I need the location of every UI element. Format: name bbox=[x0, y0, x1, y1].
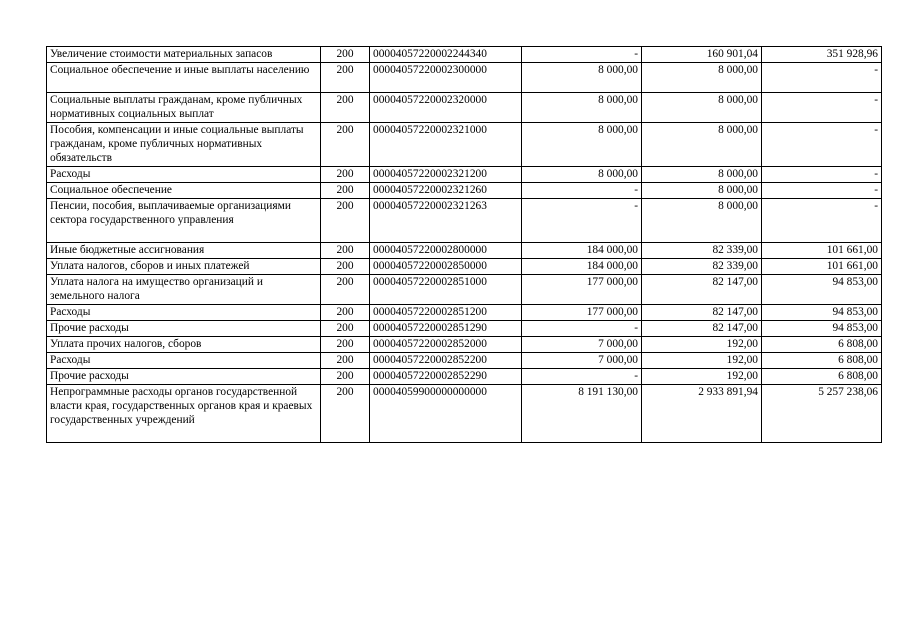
cell-unexecuted: 94 853,00 bbox=[762, 275, 882, 305]
table-row bbox=[47, 167, 882, 183]
cell-unexecuted: 5 257 238,06 bbox=[762, 385, 882, 443]
table-row bbox=[47, 47, 882, 63]
cell-approved: - bbox=[522, 369, 642, 385]
cell-indicator-name: Социальное обеспечение bbox=[47, 183, 321, 199]
cell-unexecuted: 6 808,00 bbox=[762, 369, 882, 385]
table-row bbox=[47, 305, 882, 321]
table-row bbox=[47, 183, 882, 199]
cell-budget-code: 00004057220002300000 bbox=[370, 63, 522, 93]
table-row bbox=[47, 275, 882, 305]
cell-executed: 160 901,04 bbox=[642, 47, 762, 63]
cell-executed: 8 000,00 bbox=[642, 93, 762, 123]
table-row bbox=[47, 199, 882, 243]
cell-approved: 184 000,00 bbox=[522, 259, 642, 275]
cell-line-code: 200 bbox=[321, 243, 370, 259]
cell-approved: 8 191 130,00 bbox=[522, 385, 642, 443]
cell-approved: - bbox=[522, 47, 642, 63]
cell-budget-code: 00004057220002851000 bbox=[370, 275, 522, 305]
cell-executed: 8 000,00 bbox=[642, 199, 762, 243]
cell-indicator-name: Непрограммные расходы органов государственной власти края, государственных органов края и краевых государственных учреждений bbox=[47, 385, 321, 443]
table-row bbox=[47, 385, 882, 443]
cell-executed: 192,00 bbox=[642, 369, 762, 385]
budget-execution-table bbox=[46, 46, 882, 443]
table-row bbox=[47, 369, 882, 385]
cell-line-code: 200 bbox=[321, 305, 370, 321]
cell-approved: 177 000,00 bbox=[522, 275, 642, 305]
cell-unexecuted: - bbox=[762, 63, 882, 93]
cell-executed: 82 147,00 bbox=[642, 321, 762, 337]
cell-approved: 8 000,00 bbox=[522, 167, 642, 183]
cell-budget-code: 00004057220002321263 bbox=[370, 199, 522, 243]
table-row bbox=[47, 353, 882, 369]
cell-budget-code: 00004059900000000000 bbox=[370, 385, 522, 443]
cell-unexecuted: - bbox=[762, 123, 882, 167]
cell-approved: 7 000,00 bbox=[522, 337, 642, 353]
cell-unexecuted: 94 853,00 bbox=[762, 321, 882, 337]
cell-budget-code: 00004057220002850000 bbox=[370, 259, 522, 275]
cell-budget-code: 00004057220002851200 bbox=[370, 305, 522, 321]
cell-line-code: 200 bbox=[321, 321, 370, 337]
cell-unexecuted: - bbox=[762, 199, 882, 243]
cell-unexecuted: 351 928,96 bbox=[762, 47, 882, 63]
table-row bbox=[47, 63, 882, 93]
cell-indicator-name: Уплата налога на имущество организаций и земельного налога bbox=[47, 275, 321, 305]
cell-budget-code: 00004057220002320000 bbox=[370, 93, 522, 123]
cell-budget-code: 00004057220002852290 bbox=[370, 369, 522, 385]
cell-executed: 2 933 891,94 bbox=[642, 385, 762, 443]
cell-executed: 192,00 bbox=[642, 337, 762, 353]
cell-unexecuted: 101 661,00 bbox=[762, 259, 882, 275]
cell-line-code: 200 bbox=[321, 63, 370, 93]
cell-executed: 8 000,00 bbox=[642, 63, 762, 93]
cell-budget-code: 00004057220002800000 bbox=[370, 243, 522, 259]
cell-line-code: 200 bbox=[321, 167, 370, 183]
table-body bbox=[47, 47, 882, 443]
cell-approved: 184 000,00 bbox=[522, 243, 642, 259]
cell-indicator-name: Пособия, компенсации и иные социальные выплаты гражданам, кроме публичных нормативных обязательств bbox=[47, 123, 321, 167]
cell-line-code: 200 bbox=[321, 199, 370, 243]
cell-budget-code: 00004057220002321260 bbox=[370, 183, 522, 199]
cell-indicator-name: Расходы bbox=[47, 353, 321, 369]
cell-executed: 82 147,00 bbox=[642, 275, 762, 305]
cell-budget-code: 00004057220002852200 bbox=[370, 353, 522, 369]
cell-executed: 82 339,00 bbox=[642, 259, 762, 275]
cell-indicator-name: Уплата прочих налогов, сборов bbox=[47, 337, 321, 353]
cell-line-code: 200 bbox=[321, 123, 370, 167]
cell-unexecuted: 6 808,00 bbox=[762, 353, 882, 369]
cell-unexecuted: 6 808,00 bbox=[762, 337, 882, 353]
table-row bbox=[47, 337, 882, 353]
cell-indicator-name: Уплата налогов, сборов и иных платежей bbox=[47, 259, 321, 275]
cell-approved: 8 000,00 bbox=[522, 123, 642, 167]
cell-budget-code: 00004057220002321200 bbox=[370, 167, 522, 183]
table-row bbox=[47, 93, 882, 123]
cell-approved: 8 000,00 bbox=[522, 63, 642, 93]
cell-indicator-name: Расходы bbox=[47, 305, 321, 321]
cell-unexecuted: - bbox=[762, 167, 882, 183]
cell-indicator-name: Социальное обеспечение и иные выплаты населению bbox=[47, 63, 321, 93]
cell-approved: - bbox=[522, 199, 642, 243]
cell-approved: - bbox=[522, 321, 642, 337]
cell-unexecuted: 94 853,00 bbox=[762, 305, 882, 321]
cell-indicator-name: Социальные выплаты гражданам, кроме публичных нормативных социальных выплат bbox=[47, 93, 321, 123]
cell-line-code: 200 bbox=[321, 353, 370, 369]
cell-budget-code: 00004057220002851290 bbox=[370, 321, 522, 337]
table-row bbox=[47, 243, 882, 259]
cell-approved: 8 000,00 bbox=[522, 93, 642, 123]
cell-line-code: 200 bbox=[321, 183, 370, 199]
cell-executed: 8 000,00 bbox=[642, 167, 762, 183]
cell-executed: 8 000,00 bbox=[642, 183, 762, 199]
cell-indicator-name: Прочие расходы bbox=[47, 321, 321, 337]
cell-indicator-name: Расходы bbox=[47, 167, 321, 183]
cell-line-code: 200 bbox=[321, 337, 370, 353]
cell-approved: 177 000,00 bbox=[522, 305, 642, 321]
cell-line-code: 200 bbox=[321, 385, 370, 443]
cell-indicator-name: Иные бюджетные ассигнования bbox=[47, 243, 321, 259]
cell-budget-code: 00004057220002852000 bbox=[370, 337, 522, 353]
cell-line-code: 200 bbox=[321, 259, 370, 275]
cell-indicator-name: Прочие расходы bbox=[47, 369, 321, 385]
cell-unexecuted: - bbox=[762, 93, 882, 123]
table-row bbox=[47, 259, 882, 275]
cell-budget-code: 00004057220002321000 bbox=[370, 123, 522, 167]
table-row bbox=[47, 321, 882, 337]
cell-unexecuted: - bbox=[762, 183, 882, 199]
cell-budget-code: 00004057220002244340 bbox=[370, 47, 522, 63]
cell-line-code: 200 bbox=[321, 47, 370, 63]
cell-line-code: 200 bbox=[321, 275, 370, 305]
cell-line-code: 200 bbox=[321, 369, 370, 385]
cell-unexecuted: 101 661,00 bbox=[762, 243, 882, 259]
cell-line-code: 200 bbox=[321, 93, 370, 123]
cell-indicator-name: Увеличение стоимости материальных запасов bbox=[47, 47, 321, 63]
cell-executed: 82 339,00 bbox=[642, 243, 762, 259]
cell-approved: - bbox=[522, 183, 642, 199]
cell-executed: 192,00 bbox=[642, 353, 762, 369]
table-row bbox=[47, 123, 882, 167]
cell-indicator-name: Пенсии, пособия, выплачиваемые организациями сектора государственного управления bbox=[47, 199, 321, 243]
cell-executed: 82 147,00 bbox=[642, 305, 762, 321]
cell-executed: 8 000,00 bbox=[642, 123, 762, 167]
cell-approved: 7 000,00 bbox=[522, 353, 642, 369]
